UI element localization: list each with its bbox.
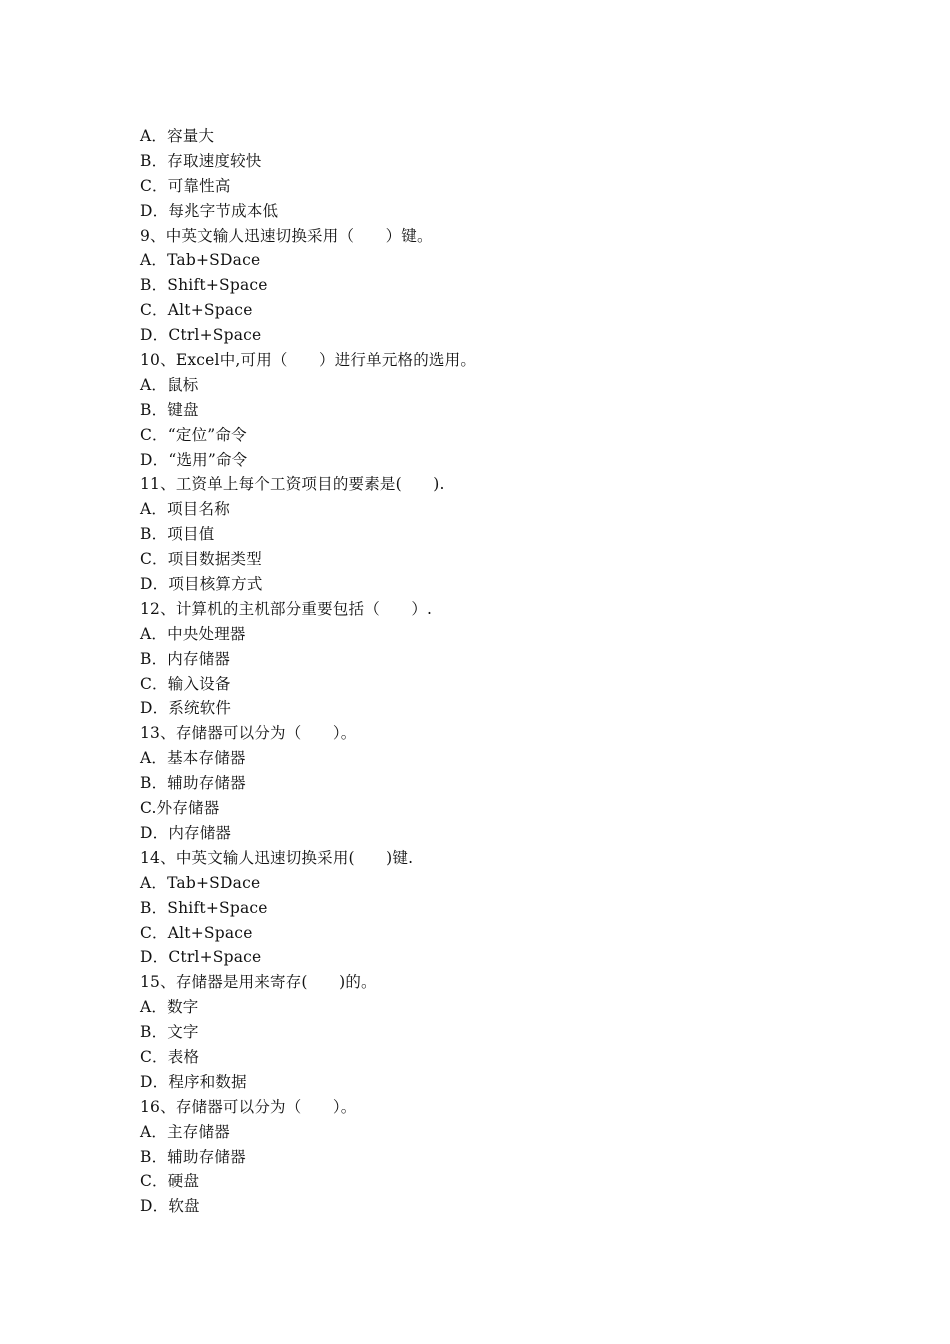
document-body — [140, 124, 840, 1219]
answer-option: B．存取速度较快 — [140, 151, 262, 170]
answer-option: D．内存储器 — [140, 823, 232, 842]
question-text: 15、存储器是用来寄存( )的。 — [140, 973, 377, 992]
answer-option: C．输入设备 — [140, 674, 231, 693]
answer-option: C．Alt+Space — [140, 301, 253, 320]
answer-option: C．Alt+Space — [140, 923, 253, 942]
answer-option: D．系统软件 — [140, 699, 232, 718]
answer-option: D．“选用”命令 — [140, 450, 248, 469]
answer-option: D．软盘 — [140, 1197, 200, 1216]
question-text: 9、中英文输人迅速切换采用（ ）键。 — [140, 226, 433, 245]
answer-option: A．基本存储器 — [140, 749, 246, 768]
question-text: 13、存储器可以分为（ ）。 — [140, 724, 357, 743]
answer-option: B．内存储器 — [140, 649, 231, 668]
question-text: 12、计算机的主机部分重要包括（ ）. — [140, 599, 433, 618]
answer-option: B．项目值 — [140, 525, 215, 544]
question-text: 16、存储器可以分为（ ）。 — [140, 1097, 357, 1116]
answer-option: D．项目核算方式 — [140, 575, 263, 594]
answer-option: A．容量大 — [140, 127, 215, 145]
answer-option: A．Tab+SDace — [140, 873, 261, 892]
answer-option: B．Shift+Space — [140, 276, 268, 295]
answer-option: B．键盘 — [140, 400, 199, 419]
answer-option: A．鼠标 — [140, 375, 199, 394]
question-text: 10、Excel中,可用（ ）进行单元格的选用。 — [140, 351, 477, 370]
question-text: 11、工资单上每个工资项目的要素是( ). — [140, 475, 445, 494]
answer-option: B．辅助存储器 — [140, 1147, 246, 1166]
answer-option: A．项目名称 — [140, 500, 230, 519]
answer-option: D．Ctrl+Space — [140, 326, 262, 345]
answer-option: C．项目数据类型 — [140, 550, 262, 569]
answer-option: D．每兆字节成本低 — [140, 201, 279, 220]
answer-option: C．“定位”命令 — [140, 425, 247, 444]
answer-option: C．硬盘 — [140, 1172, 200, 1191]
answer-option: D．程序和数据 — [140, 1072, 247, 1091]
answer-option: D．Ctrl+Space — [140, 948, 262, 967]
answer-option: B．辅助存储器 — [140, 774, 246, 793]
answer-option: A．中央处理器 — [140, 624, 246, 643]
answer-option: C．表格 — [140, 1047, 200, 1066]
answer-option: C．可靠性高 — [140, 176, 231, 195]
answer-option: C.外存储器 — [140, 799, 220, 818]
answer-option: B．文字 — [140, 1023, 199, 1042]
answer-option: A．数字 — [140, 998, 199, 1017]
answer-option: A．Tab+SDace — [140, 251, 261, 270]
answer-option: A．主存储器 — [140, 1122, 230, 1141]
answer-option: B．Shift+Space — [140, 898, 268, 917]
question-text: 14、中英文输人迅速切换采用( )键. — [140, 848, 414, 867]
